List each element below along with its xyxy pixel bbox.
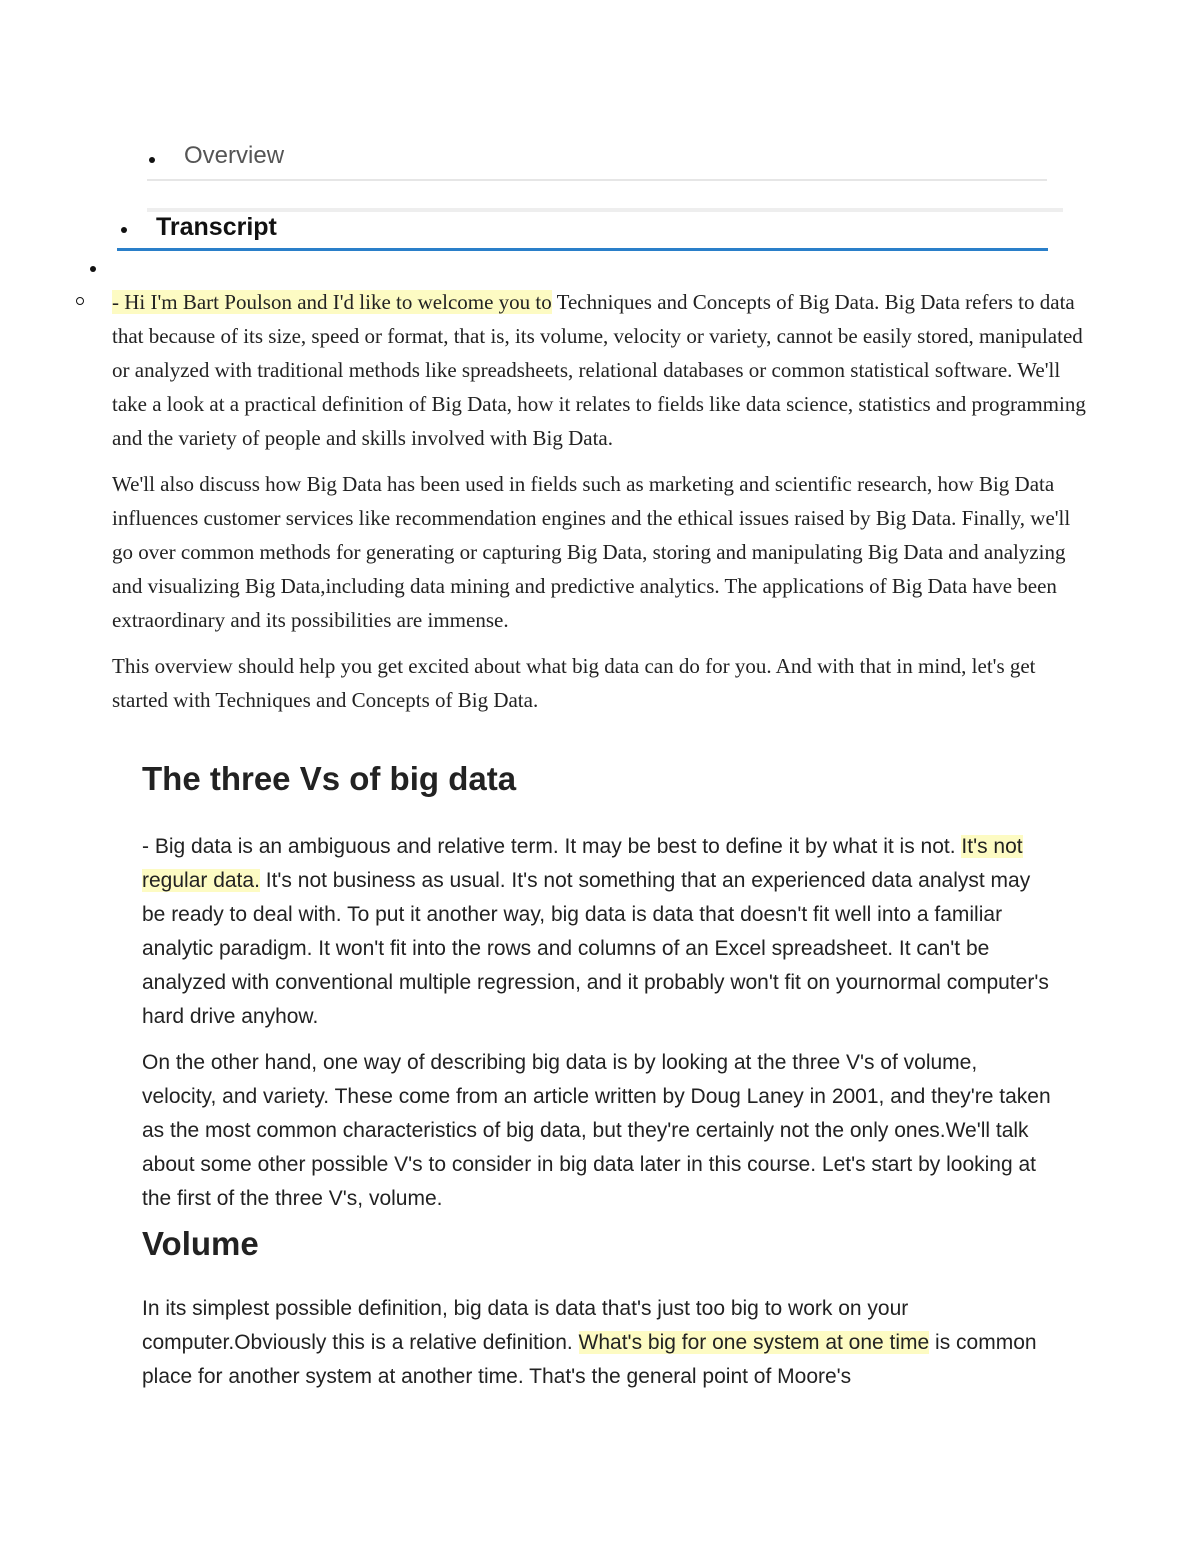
volume-body [142, 1292, 1052, 1394]
volume-p1-start: In its simplest possible definition, big data is data that's just too big to work on your computer.Obviously this is a relative definition. [142, 1297, 909, 1354]
three-vs-body [142, 830, 1052, 1216]
intro-highlight: - Hi I'm Bart Poulson and I'd like to welcome you to [112, 290, 552, 314]
overview-tab-bullet [149, 157, 155, 163]
tab-overview[interactable]: Overview [184, 142, 285, 169]
three-vs-paragraph-2: On the other hand, one way of describing big data is by looking at the three V's of volume, velocity, and variety. These come from an article written by Doug Laney in 2001, and they're taken as the most common characteristics of big data, but they're certainly not the only ones.We'll talk about some other possible V's to consider in big data later in this course. Let's start by looking at the first of the three V's, volume. [142, 1051, 1051, 1210]
three-vs-highlight: It's not regular data. [142, 835, 1023, 892]
intro-paragraph-3: This overview should help you get excited about what big data can do for you. And with that in mind, let's get started with Techniques and Concepts of Big Data. [112, 654, 1036, 712]
volume-highlight: What's big for one system at one time [578, 1331, 930, 1354]
volume-paragraph-1 [142, 1292, 1052, 1394]
overview-divider [147, 179, 1047, 181]
intro-paragraph-1-text: Techniques and Concepts of Big Data. Big Data refers to data that because of its size, speed or format, that is, its volume, velocity or variety, cannot be easily stored, manipulated or analyzed with traditional methods like spreadsheets, relational databases or common statistical software. We'll take a look at a practical definition of Big Data, how it relates to fields like data science, statistics and programming and the variety of people and skills involved with Big Data. [112, 290, 1086, 450]
tab-transcript[interactable]: Transcript [156, 213, 277, 241]
sub-list-bullet [76, 297, 84, 305]
section-heading-three-vs: The three Vs of big data [142, 760, 517, 797]
three-vs-p1-end: It's not business as usual. It's not something that an experienced data analyst may be ready to deal with. To put it another way, big data is data that doesn't fit well into a familiar analytic paradigm. It won't fit into the rows and columns of an Excel spreadsheet. It can't be analyzed with conventional multiple regression, and it probably won't fit on yournormal computer's hard drive anyhow. [142, 869, 1049, 1028]
tab-bar-band [147, 208, 1063, 212]
section-heading-volume: Volume [142, 1225, 259, 1262]
three-vs-p1-start: - Big data is an ambiguous and relative term. It may be best to define it by what it is not. [142, 835, 962, 858]
list-bullet [90, 266, 96, 272]
transcript-intro [112, 285, 1087, 717]
volume-p1-end: is common place for another system at another time. That's the general point of Moore's [142, 1331, 1037, 1388]
transcript-tab-bullet [121, 227, 127, 233]
intro-paragraph-1 [112, 285, 1087, 455]
active-tab-underline [117, 248, 1048, 251]
three-vs-paragraph-1 [142, 830, 1052, 1034]
intro-paragraph-2: We'll also discuss how Big Data has been used in fields such as marketing and scientific research, how Big Data influences customer services like recommendation engines and the ethical issues raised by Big Data. Finally, we'll go over common methods for generating or capturing Big Data, storing and manipulating Big Data and analyzing and visualizing Big Data,including data mining and predictive analytics. The applications of Big Data have been extraordinary and its possibilities are immense. [112, 472, 1071, 632]
